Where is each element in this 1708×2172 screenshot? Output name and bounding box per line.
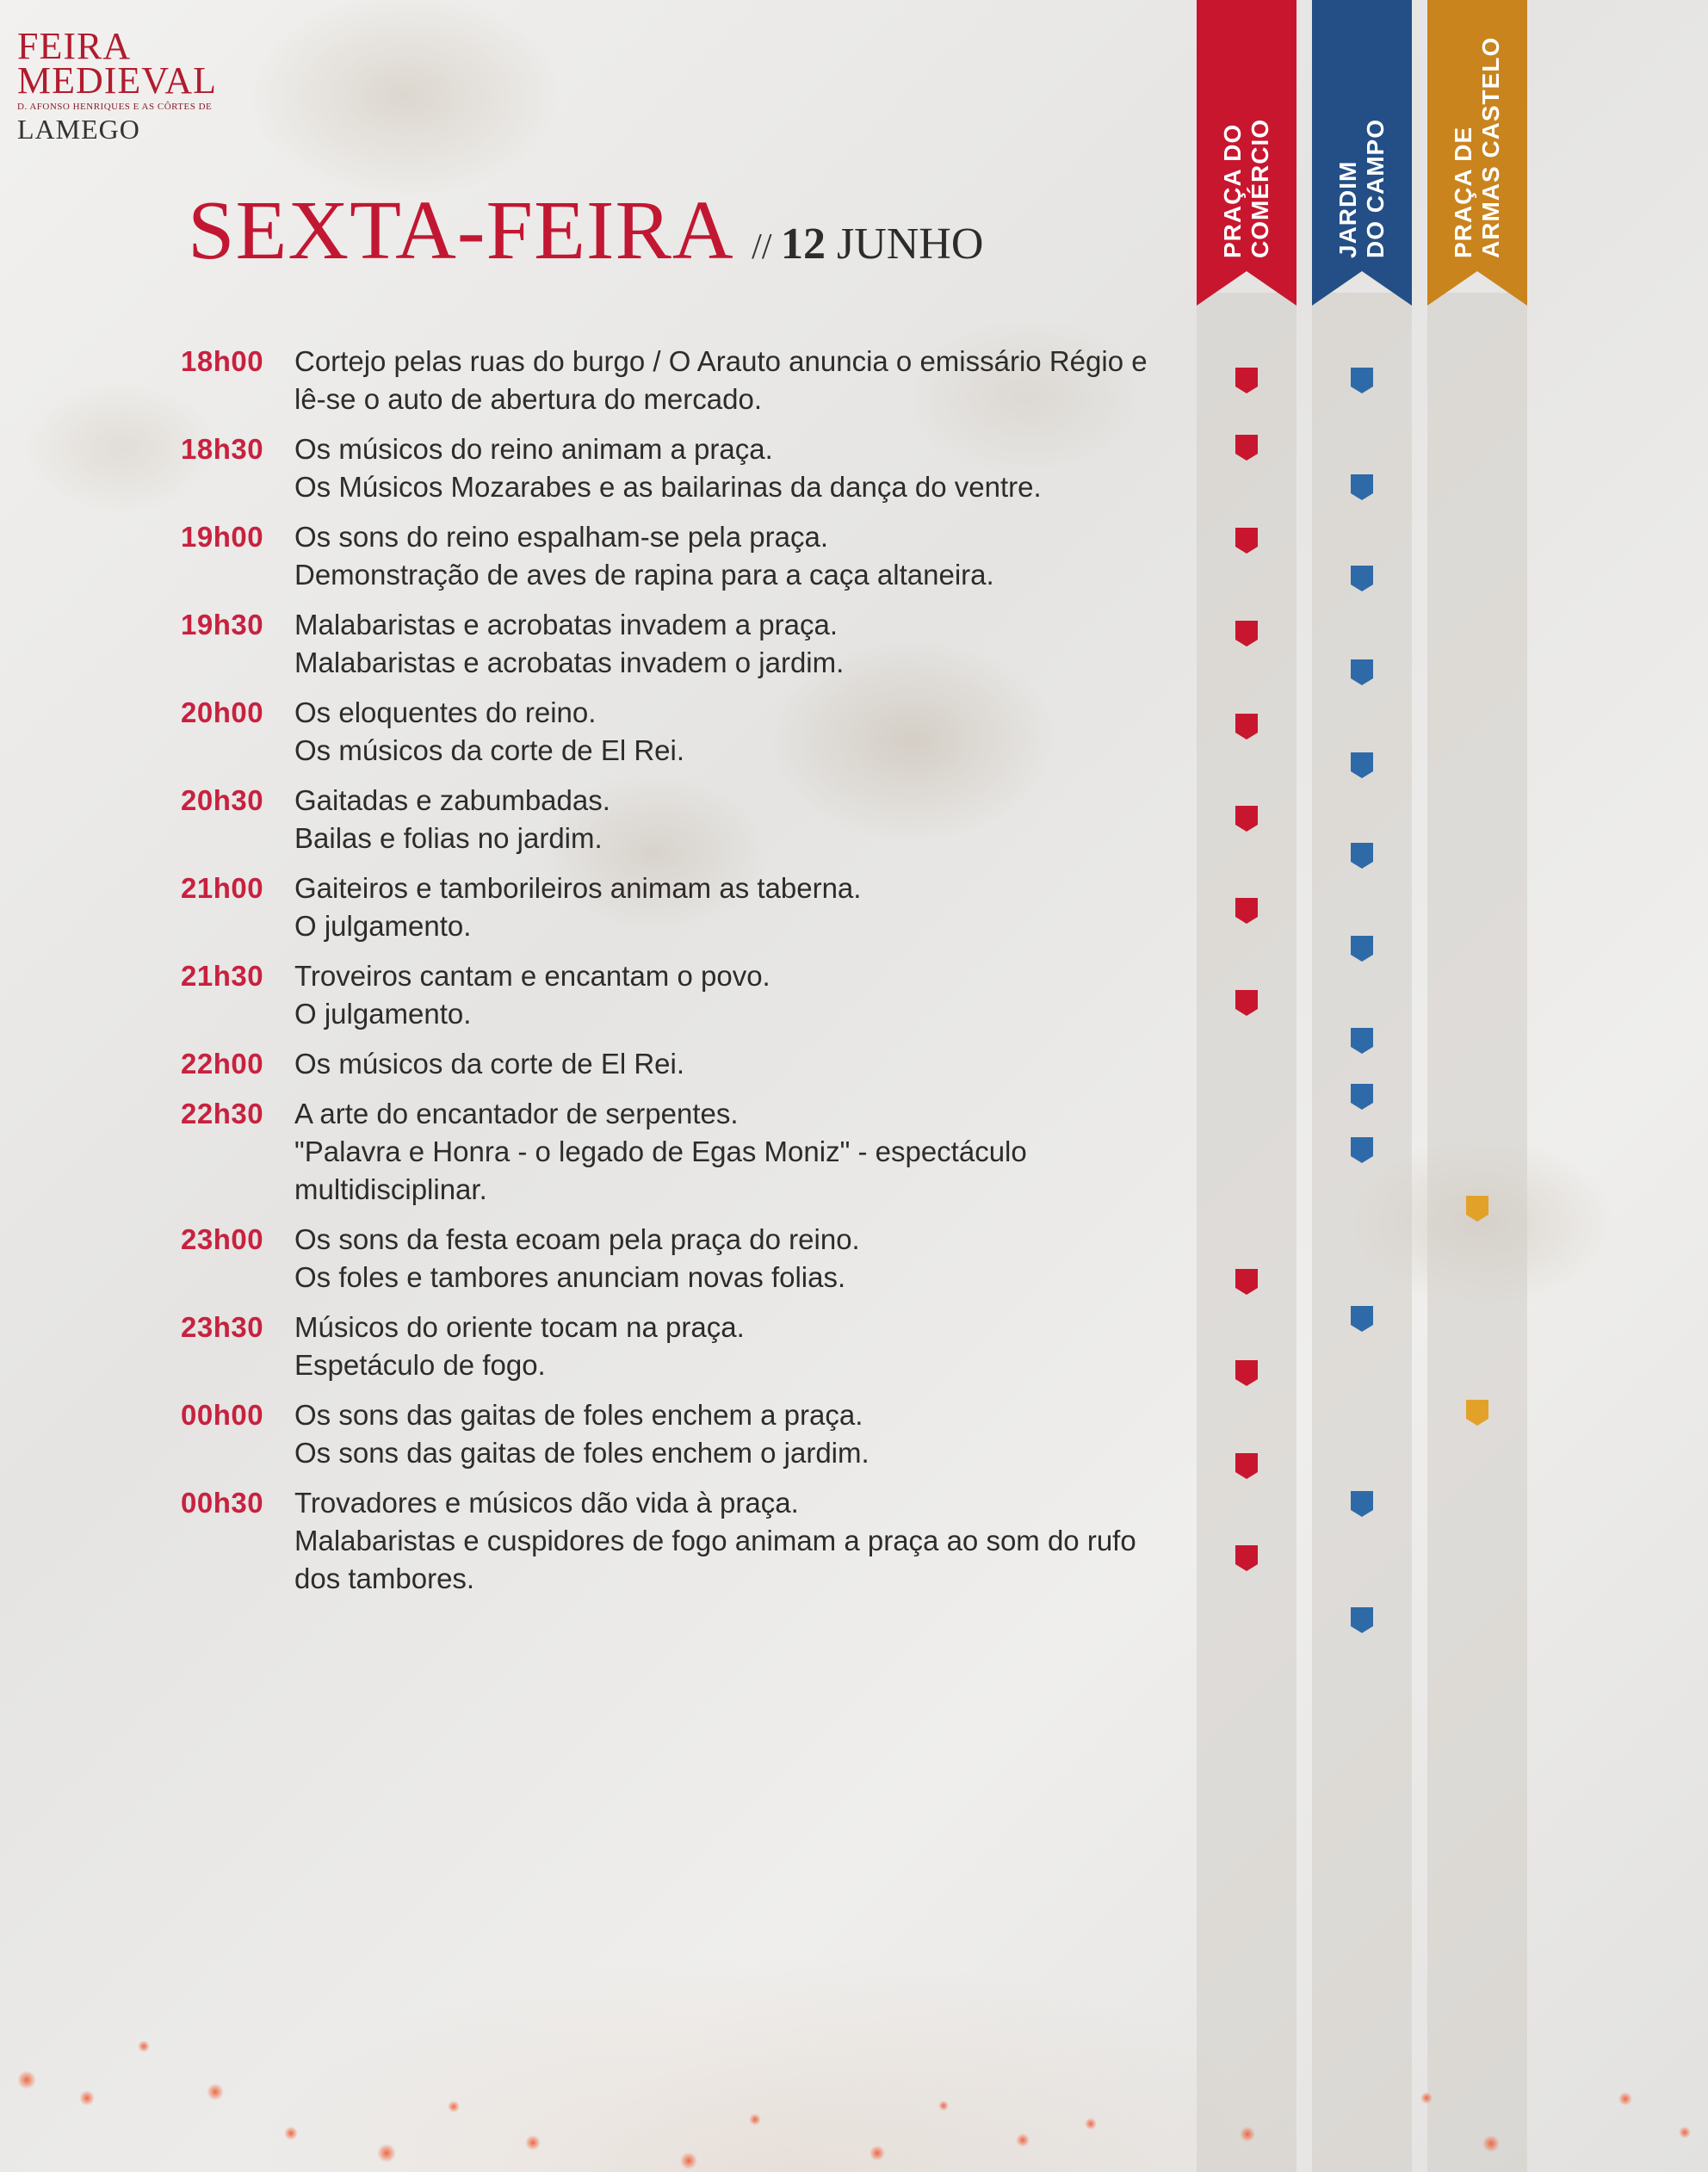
event-time: 19h00 <box>181 521 264 553</box>
event-description: Malabaristas e cuspidores de fogo animam a praça ao som do rufo <box>294 1525 1136 1556</box>
event-description: "Palavra e Honra - o legado de Egas Moniz" - espectáculo <box>294 1136 1027 1167</box>
event-description: Malabaristas e acrobatas invadem a praça. <box>294 609 838 640</box>
event-description: O julgamento. <box>294 998 472 1030</box>
event-description: Os eloquentes do reino. <box>294 696 597 728</box>
venue-label-praca-comercio: PRAÇA DO COMÉRCIO <box>1219 119 1273 258</box>
schedule-row <box>181 1045 1171 1083</box>
event-description: Bailas e folias no jardim. <box>294 822 603 854</box>
logo-lamego: LAMEGO <box>17 114 140 145</box>
venue-marker-red-icon <box>1235 1545 1258 1571</box>
schedule-row <box>181 1221 1171 1296</box>
page-title <box>188 183 983 279</box>
venue-marker-red-icon <box>1235 1269 1258 1295</box>
event-time: 00h00 <box>181 1399 264 1431</box>
event-description: Malabaristas e acrobatas invadem o jardim. <box>294 647 845 678</box>
venue-marker-red-icon <box>1235 1360 1258 1386</box>
venue-marker-blue-icon <box>1351 1491 1373 1517</box>
schedule-row <box>181 606 1171 682</box>
venue-marker-blue-icon <box>1351 474 1373 500</box>
schedule-row <box>181 430 1171 506</box>
event-description: Troveiros cantam e encantam o povo. <box>294 960 770 992</box>
venue-marker-blue-icon <box>1351 1084 1373 1110</box>
event-description: Os foles e tambores anunciam novas folias. <box>294 1261 846 1293</box>
event-description: Espetáculo de fogo. <box>294 1349 546 1381</box>
venue-banner-praca-armas <box>1427 0 1527 306</box>
venue-marker-blue-icon <box>1351 566 1373 591</box>
event-description: Os sons das gaitas de foles enchem a praça. <box>294 1399 863 1431</box>
event-description: multidisciplinar. <box>294 1173 487 1205</box>
schedule-row <box>181 782 1171 857</box>
venue-marker-red-icon <box>1235 435 1258 461</box>
venue-marker-blue-icon <box>1351 1607 1373 1633</box>
venue-marker-blue-icon <box>1351 1137 1373 1163</box>
event-time: 22h00 <box>181 1048 264 1080</box>
festival-logo <box>17 25 224 146</box>
venue-marker-red-icon <box>1235 621 1258 647</box>
event-description: Músicos do oriente tocam na praça. <box>294 1311 745 1343</box>
venue-marker-blue-icon <box>1351 659 1373 685</box>
venue-marker-blue-icon <box>1351 1028 1373 1054</box>
event-time: 22h30 <box>181 1098 264 1129</box>
event-time: 23h00 <box>181 1223 264 1255</box>
logo-subtitle: D. AFONSO HENRIQUES E AS CÔRTES DE <box>17 102 213 112</box>
event-description: Os músicos da corte de El Rei. <box>294 1048 685 1080</box>
venue-marker-red-icon <box>1235 528 1258 554</box>
venue-banner-jardim-campo <box>1312 0 1412 306</box>
event-description: Os músicos da corte de El Rei. <box>294 734 685 766</box>
date-month: JUNHO <box>836 220 984 269</box>
schedule-row <box>181 957 1171 1033</box>
venue-marker-red-icon <box>1235 714 1258 739</box>
event-description: Os sons das gaitas de foles enchem o jardim. <box>294 1437 869 1469</box>
schedule-row <box>181 343 1171 418</box>
venue-marker-red-icon <box>1235 990 1258 1016</box>
event-time: 00h30 <box>181 1487 264 1519</box>
schedule-row <box>181 518 1171 594</box>
venue-label-praca-armas: PRAÇA DE ARMAS CASTELO <box>1450 36 1504 258</box>
schedule-row <box>181 694 1171 770</box>
logo-feira: FEIRA <box>17 25 132 67</box>
schedule-row <box>181 1484 1171 1598</box>
event-description: Gaiteiros e tamborileiros animam as taberna. <box>294 872 862 904</box>
event-description: Trovadores e músicos dão vida à praça. <box>294 1487 799 1519</box>
event-description: Os sons do reino espalham-se pela praça. <box>294 521 829 553</box>
schedule-row <box>181 1396 1171 1472</box>
venue-marker-blue-icon <box>1351 368 1373 393</box>
event-description: Gaitadas e zabumbadas. <box>294 784 610 816</box>
schedule-row <box>181 869 1171 945</box>
venue-marker-gold-icon <box>1466 1400 1488 1426</box>
day-title: SEXTA-FEIRA <box>188 184 734 277</box>
event-description: A arte do encantador de serpentes. <box>294 1098 739 1129</box>
event-description: Os Músicos Mozarabes e as bailarinas da dança do ventre. <box>294 471 1042 503</box>
column-stripe-praca-armas <box>1427 293 1527 2172</box>
venue-marker-red-icon <box>1235 368 1258 393</box>
event-time: 20h30 <box>181 784 264 816</box>
venue-marker-red-icon <box>1235 806 1258 832</box>
event-time: 18h00 <box>181 345 264 377</box>
date-number: 12 <box>780 220 826 269</box>
schedule-row <box>181 1309 1171 1384</box>
event-time: 21h00 <box>181 872 264 904</box>
venue-marker-blue-icon <box>1351 936 1373 962</box>
venue-banner-praca-comercio <box>1197 0 1296 306</box>
schedule-row <box>181 1095 1171 1209</box>
venue-marker-red-icon <box>1235 898 1258 924</box>
venue-marker-blue-icon <box>1351 843 1373 869</box>
event-description: Os músicos do reino animam a praça. <box>294 433 773 465</box>
event-time: 20h00 <box>181 696 264 728</box>
event-description: O julgamento. <box>294 910 472 942</box>
schedule-list <box>181 343 1171 1610</box>
event-description: Cortejo pelas ruas do burgo / O Arauto anuncia o emissário Régio e <box>294 345 1148 377</box>
event-description: Demonstração de aves de rapina para a caça altaneira. <box>294 559 994 591</box>
event-description: dos tambores. <box>294 1562 475 1594</box>
event-description: lê-se o auto de abertura do mercado. <box>294 383 763 415</box>
title-separator: // <box>752 227 772 267</box>
venue-marker-gold-icon <box>1466 1196 1488 1222</box>
date-label <box>781 220 983 269</box>
event-time: 19h30 <box>181 609 264 640</box>
venue-marker-blue-icon <box>1351 1306 1373 1332</box>
event-time: 23h30 <box>181 1311 264 1343</box>
event-time: 21h30 <box>181 960 264 992</box>
venue-label-jardim-campo: JARDIM DO CAMPO <box>1334 119 1389 258</box>
event-time: 18h30 <box>181 433 264 465</box>
event-description: Os sons da festa ecoam pela praça do reino. <box>294 1223 860 1255</box>
venue-marker-red-icon <box>1235 1453 1258 1479</box>
logo-medieval: MEDIEVAL <box>17 59 218 102</box>
column-stripe-praca-comercio <box>1197 293 1296 2172</box>
venue-marker-blue-icon <box>1351 752 1373 778</box>
